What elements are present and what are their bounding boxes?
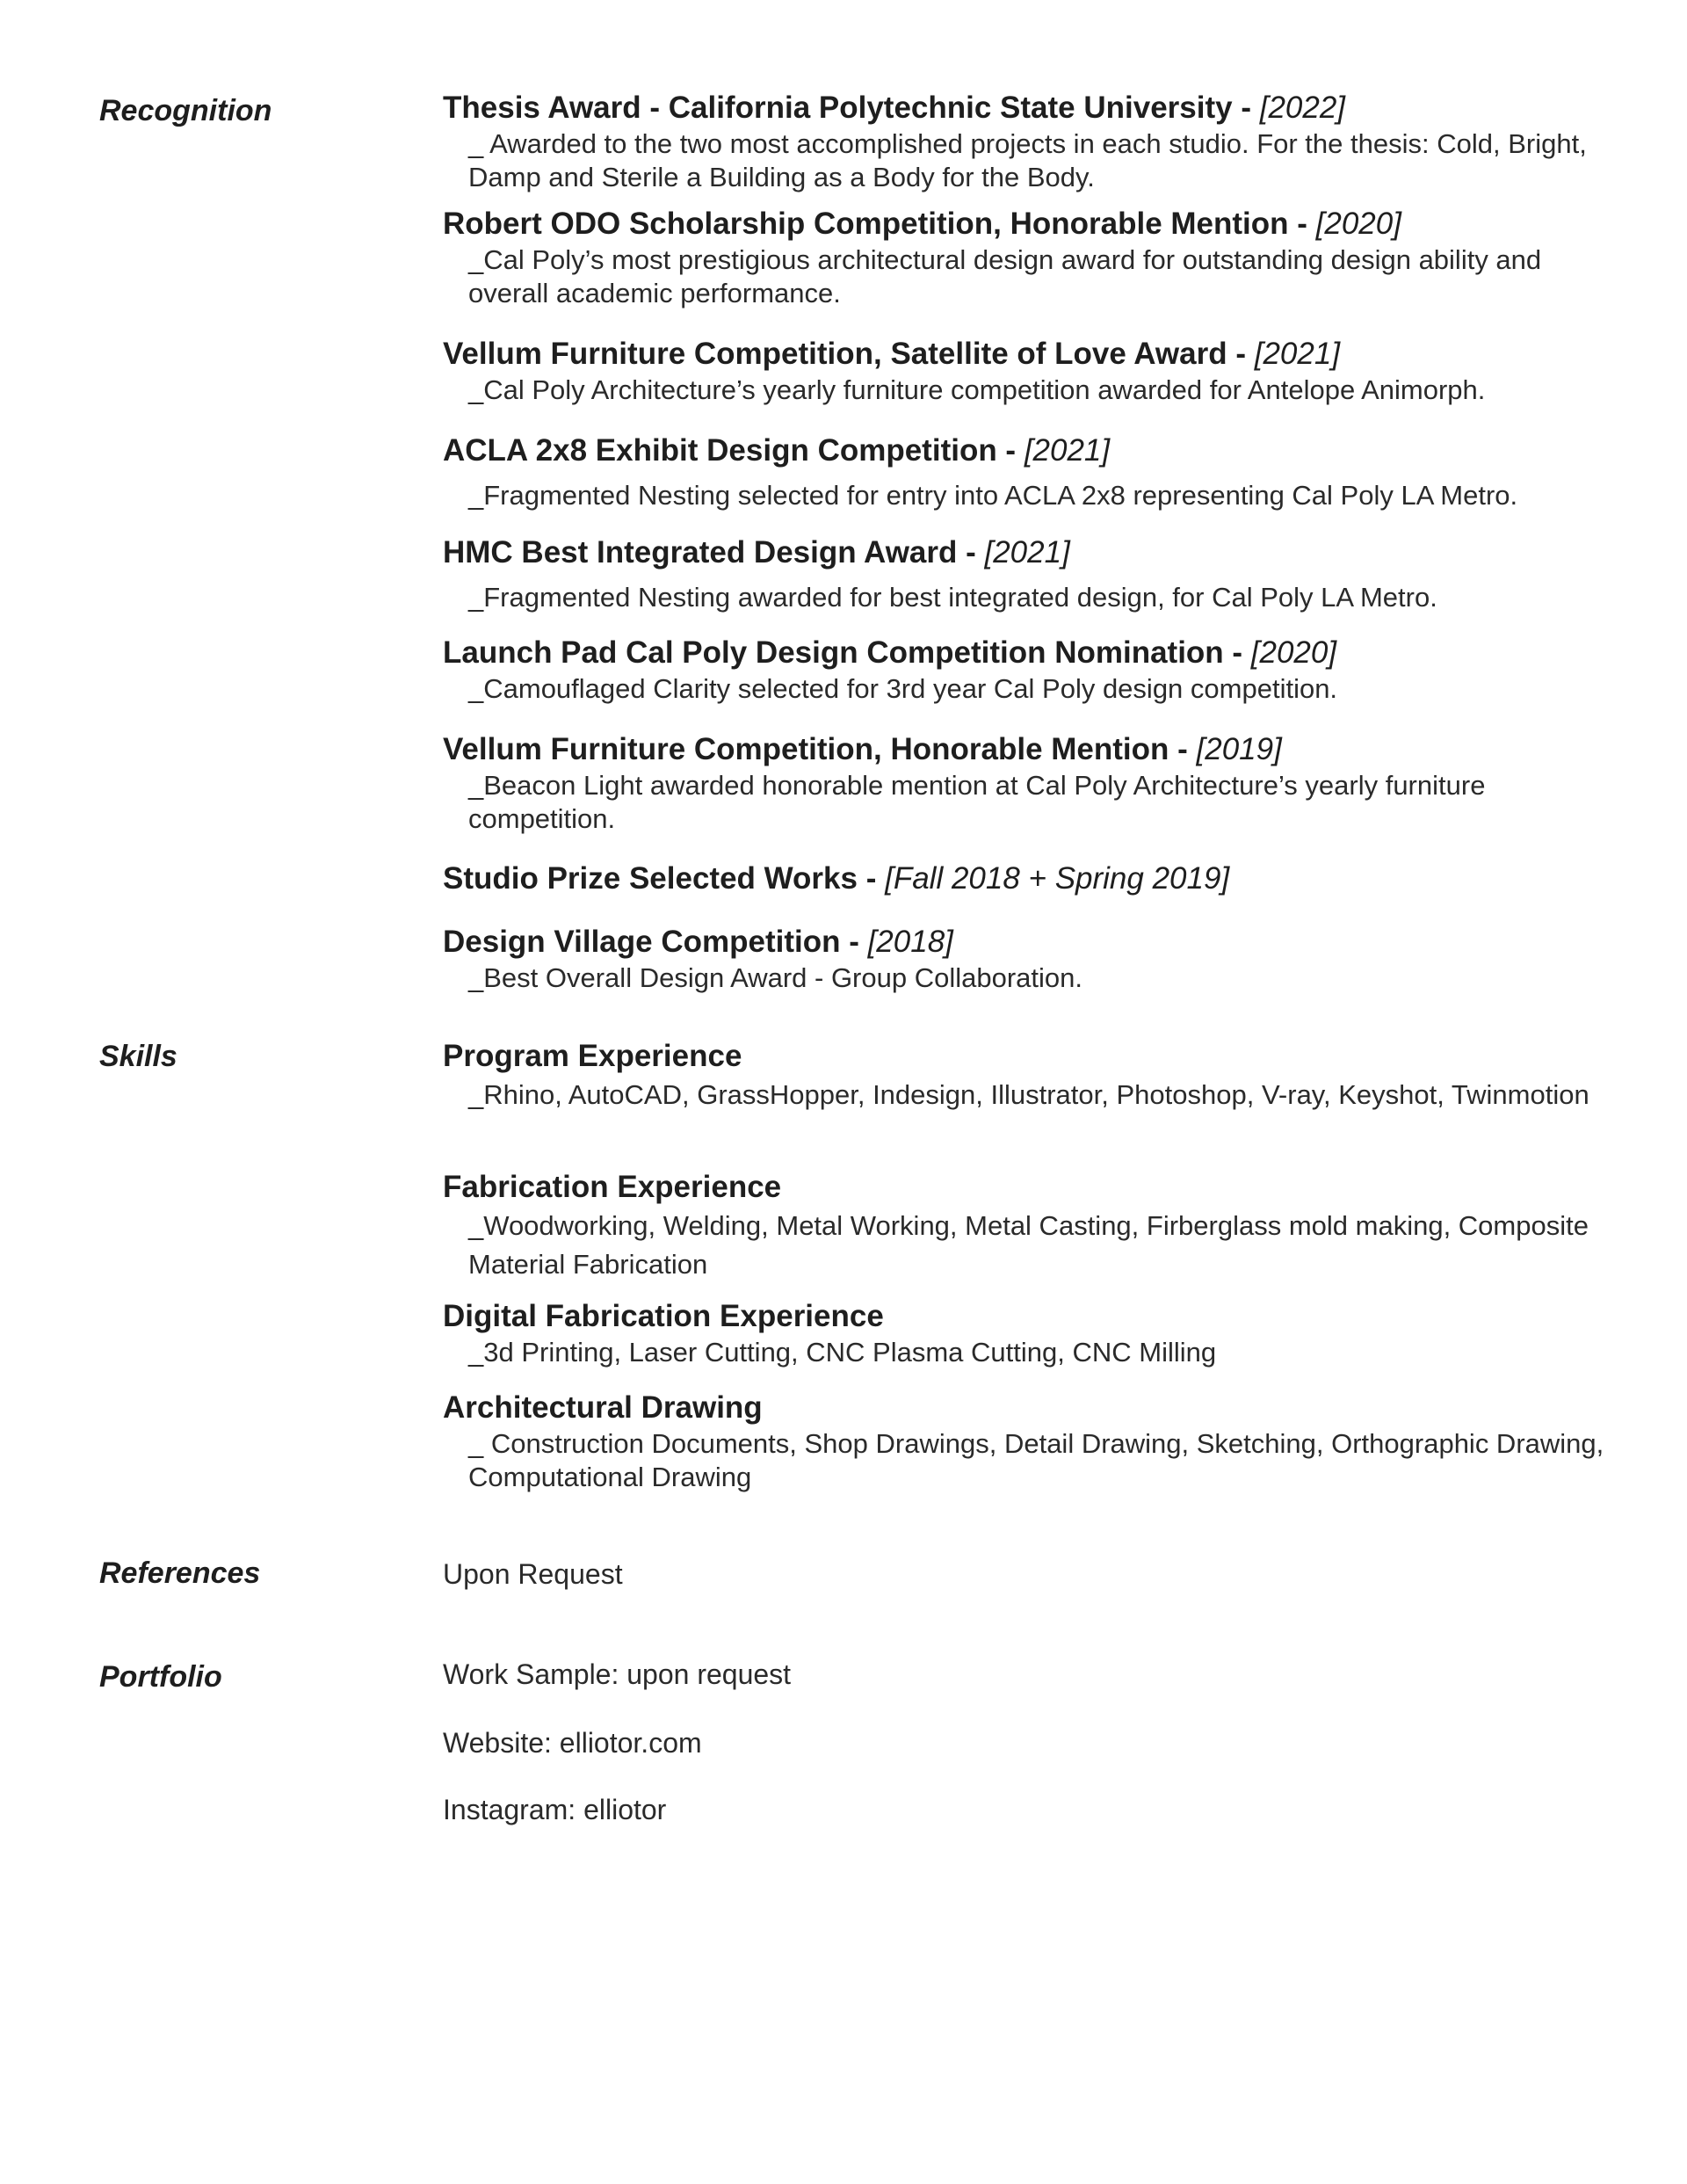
item-description: _Best Overall Design Award - Group Collaboration. — [468, 961, 1082, 993]
item-description: _Cal Poly Architecture’s yearly furniture competition awarded for Antelope Animorph. — [468, 374, 1486, 405]
item-year: [2022] — [1259, 91, 1346, 125]
section-label-references: References — [99, 1556, 261, 1590]
item-description: _Fragmented Nesting awarded for best integrated design, for Cal Poly LA Metro. — [468, 581, 1437, 613]
item-year: [2021] — [1024, 433, 1111, 468]
item-title: ACLA 2x8 Exhibit Design Competition - [2021] — [443, 433, 1111, 468]
skills-item — [443, 1171, 1611, 1284]
item-description: _ Construction Documents, Shop Drawings, Detail Drawing, Sketching, Orthographic Drawing, Computational Drawing — [468, 1427, 1604, 1492]
item-description: _Camouflaged Clarity selected for 3rd year Cal Poly design competition. — [468, 672, 1338, 704]
section-label-portfolio: Portfolio — [99, 1660, 222, 1694]
recognition-item — [443, 434, 1611, 512]
item-description: _Beacon Light awarded honorable mention at Cal Poly Architecture’s yearly furniture competition. — [468, 769, 1486, 834]
item-title: Architectural Drawing — [443, 1390, 763, 1425]
item-title: Vellum Furniture Competition, Satellite of Love Award - [2021] — [443, 337, 1341, 371]
item-title: Program Experience — [443, 1039, 742, 1073]
item-description: _Fragmented Nesting selected for entry into ACLA 2x8 representing Cal Poly LA Metro. — [468, 479, 1518, 511]
recognition-item — [443, 733, 1611, 836]
item-description: _Woodworking, Welding, Metal Working, Metal Casting, Firberglass mold making, Composite Material Fabrication — [468, 1209, 1589, 1280]
item-description: _Rhino, AutoCAD, GrassHopper, Indesign, Illustrator, Photoshop, V-ray, Keyshot, Twinmotion — [468, 1078, 1589, 1110]
item-year: [2021] — [984, 535, 1070, 570]
item-title: Digital Fabrication Experience — [443, 1299, 884, 1333]
portfolio-work-sample: Work Sample: upon request — [443, 1658, 792, 1690]
recognition-item — [443, 536, 1611, 614]
recognition-item — [443, 862, 1611, 896]
item-title: HMC Best Integrated Design Award - [2021] — [443, 535, 1070, 570]
item-year: [Fall 2018 + Spring 2019] — [885, 861, 1230, 896]
item-title: Thesis Award - California Polytechnic State University - [2022] — [443, 91, 1346, 125]
item-description: _Cal Poly’s most prestigious architectural design award for outstanding design ability and overall academic performance. — [468, 243, 1542, 308]
item-title: Launch Pad Cal Poly Design Competition Nomination - [2020] — [443, 635, 1337, 670]
recognition-item — [443, 636, 1611, 706]
skills-item — [443, 1391, 1611, 1494]
item-year: [2021] — [1254, 337, 1341, 371]
item-title: Studio Prize Selected Works - [Fall 2018 + Spring 2019] — [443, 861, 1230, 896]
recognition-item — [443, 91, 1611, 194]
skills-item — [443, 1300, 1611, 1369]
portfolio-instagram: Instagram: elliotor — [443, 1794, 667, 1825]
item-description: _ Awarded to the two most accomplished projects in each studio. For the thesis: Cold, Bright, Damp and Sterile a Building as a Body for the Body. — [468, 127, 1587, 192]
recognition-item — [443, 337, 1611, 407]
item-title: Fabrication Experience — [443, 1170, 782, 1204]
portfolio-website: Website: elliotor.com — [443, 1727, 702, 1759]
item-year: [2020] — [1250, 635, 1337, 670]
skills-item — [443, 1040, 1611, 1114]
item-year: [2019] — [1196, 732, 1282, 766]
item-description: _3d Printing, Laser Cutting, CNC Plasma Cutting, CNC Milling — [468, 1336, 1217, 1368]
recognition-item — [443, 207, 1611, 310]
item-year: [2020] — [1315, 207, 1401, 241]
item-year: [2018] — [867, 925, 953, 959]
section-label-recognition: Recognition — [99, 94, 272, 127]
references-text: Upon Request — [443, 1558, 623, 1590]
recognition-item — [443, 925, 1611, 995]
item-title: Vellum Furniture Competition, Honorable Mention - [2019] — [443, 732, 1282, 766]
section-label-skills: Skills — [99, 1040, 177, 1073]
item-title: Robert ODO Scholarship Competition, Honorable Mention - [2020] — [443, 207, 1401, 241]
item-title: Design Village Competition - [2018] — [443, 925, 953, 959]
